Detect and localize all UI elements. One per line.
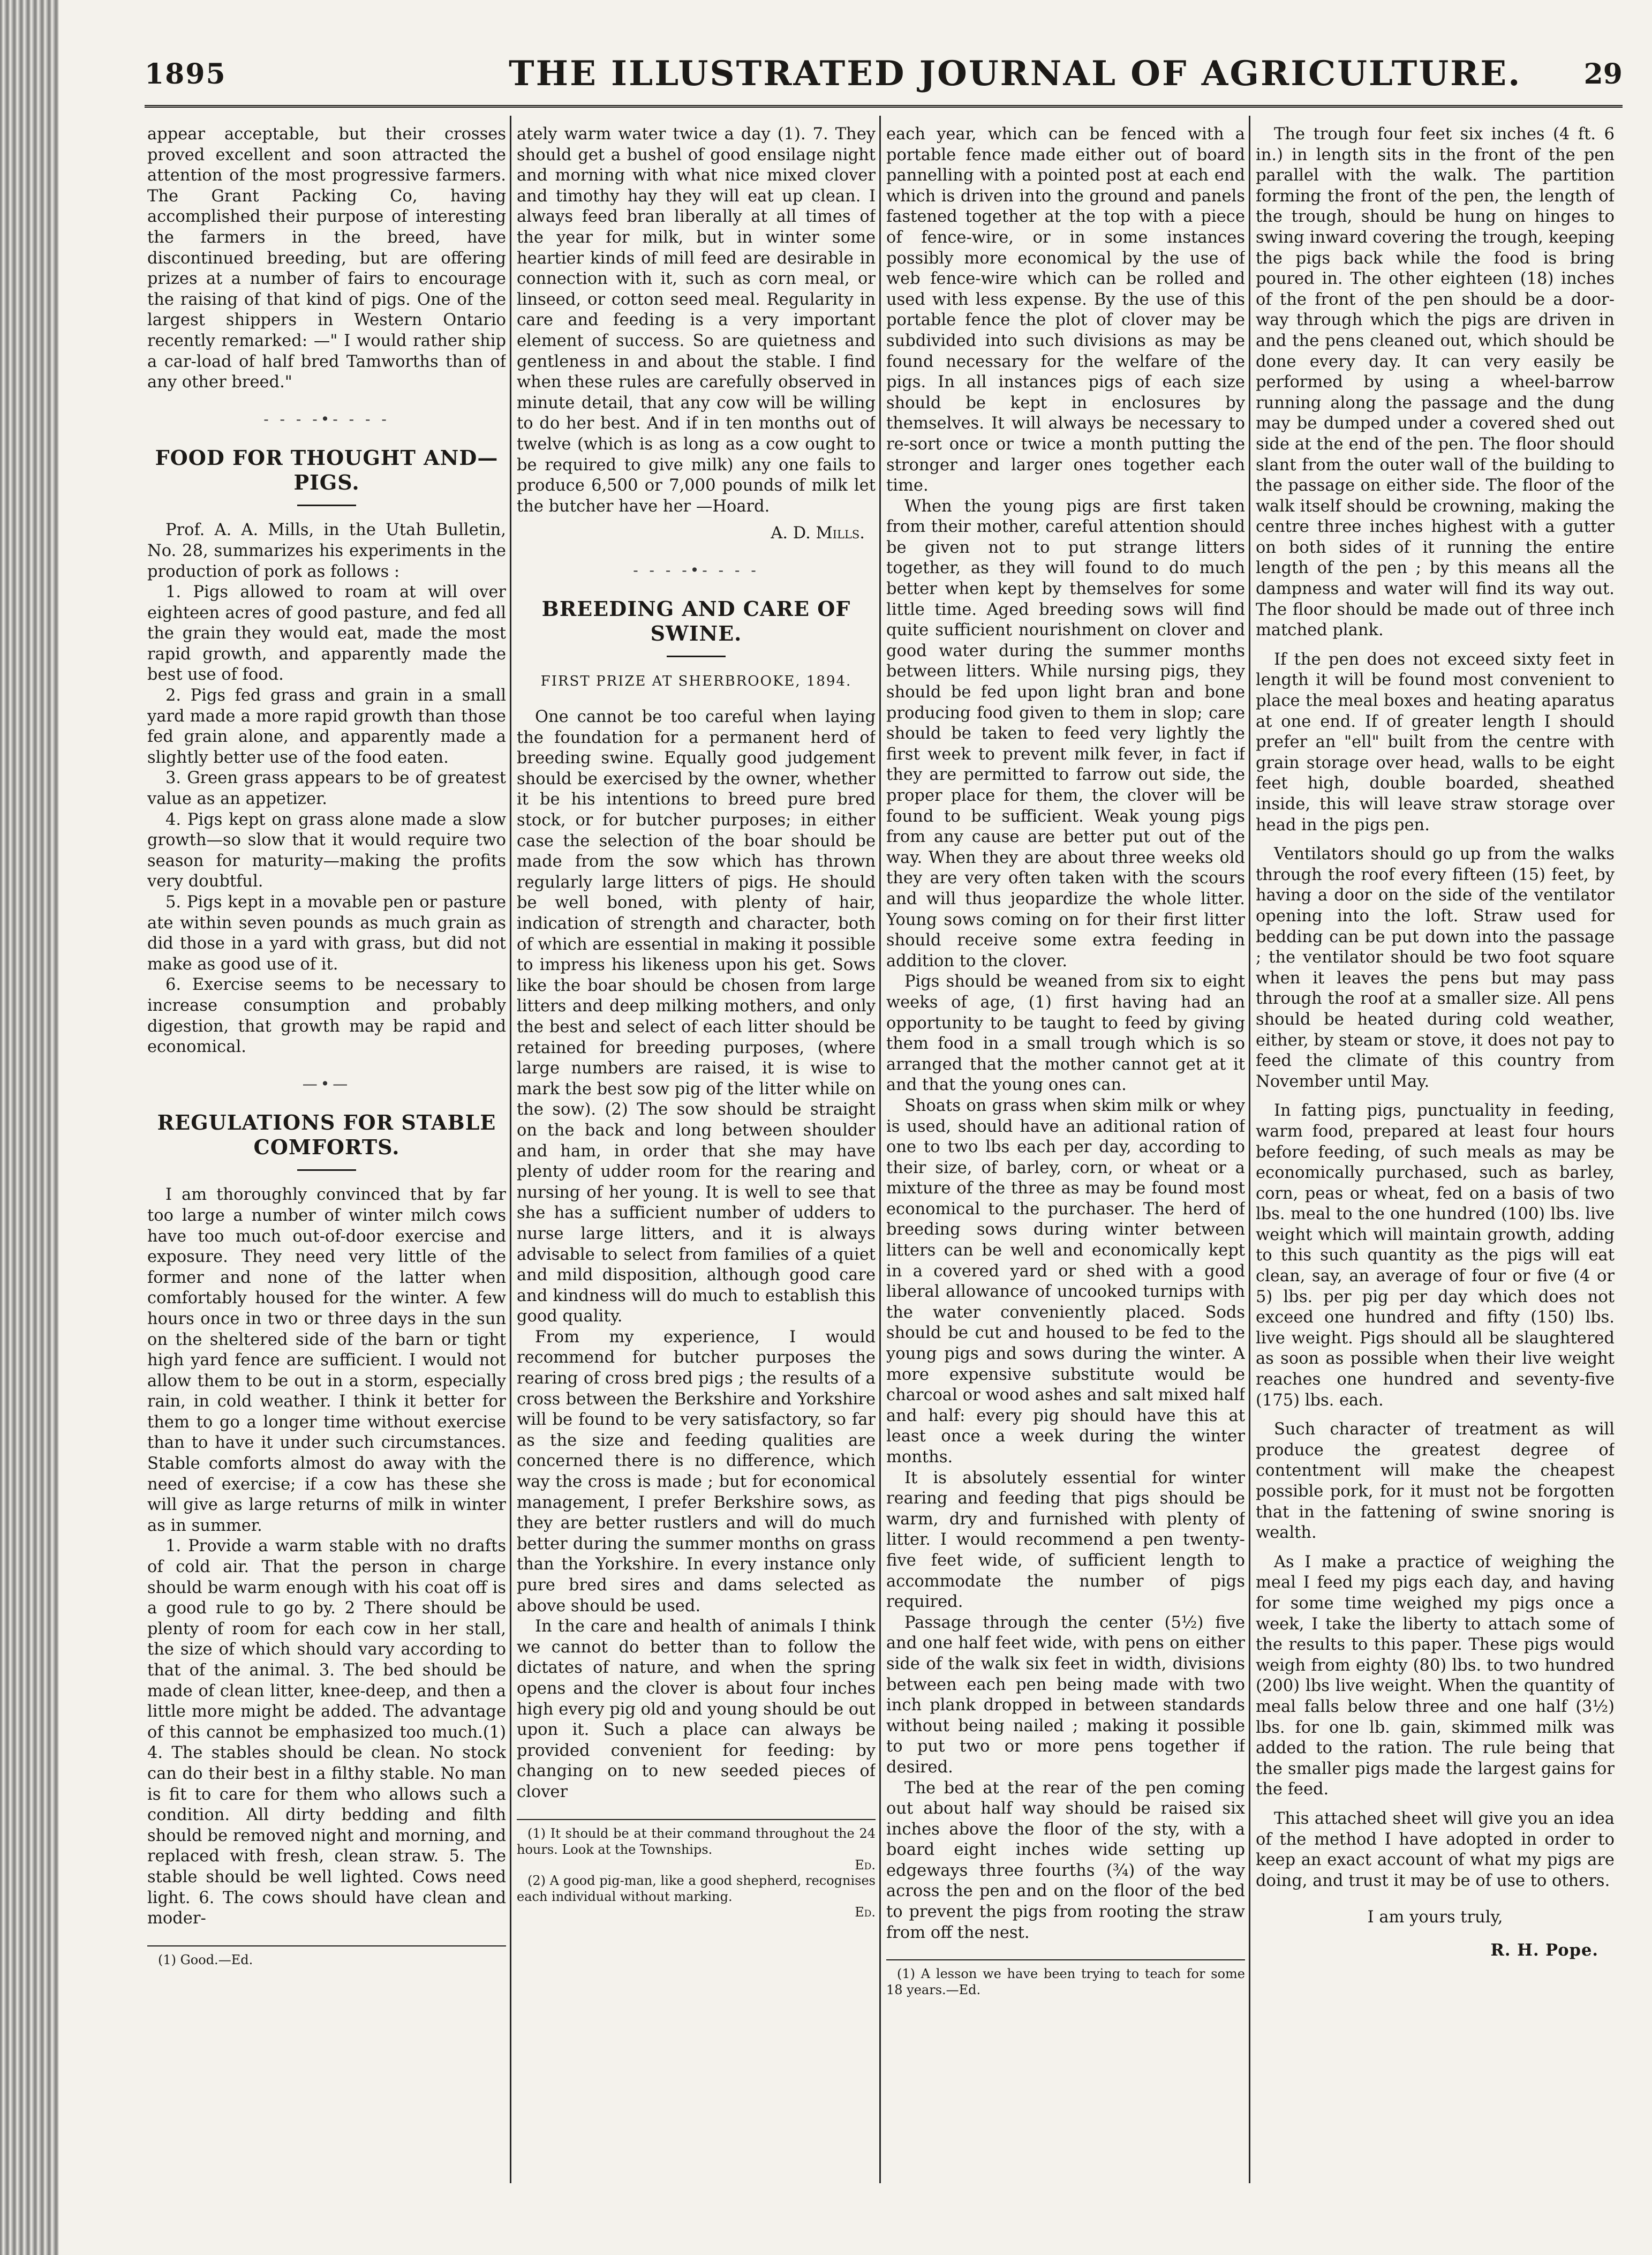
paragraph: Shoats on grass when skim milk or whey is used, should have an aditional ration of one to two lbs each per day, according to their size, of barley, corn, or wheat or a mixture of the three as may be found most economical to the purchaser. The herd of breeding sows during winter between litters can be well and economically kept in a covered yard or shed with a good liberal allowance of uncooked turnips with the water conveniently placed. Sods should be cut and housed to be fed to the young pigs and sows during the winter. A more expensive substitute would be charcoal or wood ashes and salt mixed half and half: every pig should have this at least once a week during the winter months. — [886, 1096, 1245, 1467]
footnote: (1) A lesson we have been trying to teach for some 18 years.—Ed. — [886, 1966, 1245, 1998]
footnotes — [147, 1945, 506, 1968]
footnotes — [886, 1959, 1245, 1998]
footnote-editor: Ed. — [855, 1857, 876, 1873]
footnote: (2) A good pig-man, like a good shepherd, recognises each individual without marking. — [517, 1873, 876, 1904]
paragraph: It is absolutely essential for winter rearing and feeding that pigs should be warm, dry and furnished with plenty of litter. I would recommend a pen twenty-five feet wide, of sufficient length to accommodate the number of pigs required. — [886, 1468, 1245, 1612]
list-item: 1. Pigs allowed to roam at will over eighteen acres of good pasture, and fed all the grain they would eat, made the most rapid growth, and apparently made the best use of food. — [147, 583, 506, 685]
column-divider — [1249, 116, 1250, 2183]
author-signature: A. D. Mills. — [771, 524, 865, 543]
paragraph: When the young pigs are first taken from their mother, careful attention should be given not to put strange litters together, as they will found to do much better when kept by themselves for some little time. Aged breeding sows will find quite sufficient nourishment on clover and good water during the summer months between litters. While nursing pigs, they should be fed upon light bran and bone producing food given to them in slop; care should be taken to feed very lightly the first week to prevent milk fever, in fact if they are permitted to farrow out side, the proper place for them, the clover will be found to be sufficient. Weak young pigs from any cause are better put out of the way. When they are about three weeks old they are very often taken with the scours and will thus jeopardize the whole litter. Young sows coming on for their first litter should receive some extra feeding in addition to the clover. — [886, 497, 1245, 971]
column-1 — [147, 124, 506, 2245]
column-divider — [879, 116, 881, 2183]
list-item: 4. Pigs kept on grass alone made a slow growth—so slow that it would require two season for maturity—making the profits very doubtful. — [147, 810, 506, 891]
ornamental-separator: - - - -•- - - - — [633, 561, 759, 579]
title-rule — [667, 656, 726, 657]
ornamental-separator: —•— — [302, 1074, 351, 1093]
title-rule — [297, 505, 356, 506]
article-subtitle: FIRST PRIZE AT SHERBROOKE, 1894. — [540, 673, 852, 690]
paragraph: In fatting pigs, punctuality in feeding, warm food, prepared at least four hours before feeding, of such meals as may be economically purchased, such as barley, corn, peas or wheat, fed on a basis of two lbs. meal to the one hundred (100) lbs. live weight which will maintain growth, adding to this such quantity as the pigs will eat clean, say, an average of four or five (4 or 5) lbs. per pig per day which does not exceed one hundred and fifty (150) lbs. live weight. Pigs should all be slaughtered as soon as possible when their live weight reaches one hundred and seventy-five (175) lbs. each. — [1256, 1101, 1615, 1410]
page-header — [145, 47, 1623, 111]
header-year: 1895 — [145, 58, 227, 91]
paragraph: One cannot be too careful when laying the foundation for a permanent herd of breeding swine. Equally good judgement should be exercised by the owner, whether it be his intentions to breed pure bred stock, or for butcher purposes; in either case the selection of the boar should be made from the sow which has thrown regularly large litters of pigs. He should be well boned, with plenty of hair, indication of strength and character, both of which are essential in making it possible to impress his likeness upon his get. Sows like the boar should be chosen from large litters and deep milking mothers, and only the best and select of each litter should be retained for breeding purposes, (where large numbers are raised, it is wise to mark the best sow pig of the litter while on the sow). (2) The sow should be straight on the back and long between shoulder and ham, in order that she may have plenty of udder room for the rearing and nursing of her young. It is well to see that she has a sufficient number of udders to nurse large litters, and it is always advisable to select from families of a quiet and mild disposition, although good care and kindness will do much to establish this good quality. — [517, 708, 876, 1326]
paragraph: Ventilators should go up from the walks through the roof every fifteen (15) feet, by having a door on the side of the ventilator opening into the loft. Straw used for bedding can be put down into the passage ; the ventilator should be two foot square when it leaves the pens but may pass through the roof at a smaller size. All pens should be heated during cold weather, either, by steam or stove, it does not pay to feed the climate of this country from November until May. — [1256, 845, 1615, 1091]
paragraph: Such character of treatment as will produce the greatest degree of contentment will make the cheapest possible pork, for it must not be forgotten that in the fattening of swine snoring is wealth. — [1256, 1420, 1615, 1543]
column-2 — [517, 124, 876, 2245]
article-title: BREEDING AND CARE OF SWINE. — [541, 597, 851, 646]
column-4 — [1256, 124, 1615, 2245]
paragraph: The trough four feet six inches (4 ft. 6 in.) in length sits in the front of the pen parallel with the walk. The partition forming the front of the pen, the length of the trough, should be hung on hinges to swing inward covering the trough, keeping the pigs back while the food is bring poured in. The other eighteen (18) inches of the front of the pen should be a door-way through which the pigs are driven in and the pens cleaned out, which should be done every day. It can very easily be performed by using a wheel-barrow running along the passage and the dung may be dumped under a covered shed out side at the end of the pen. The floor should slant from the outer wall of the building to the passage on either side. The floor of the walk itself should be crowning, making the centre three inches highest with a gutter on both sides of it running the entire length of the pen ; by this means all the dampness and water will find its way out. The floor should be made out of three inch matched plank. — [1256, 125, 1615, 640]
paragraph: If the pen does not exceed sixty feet in length it will be found most convenient to place the meal boxes and heating aparatus at one end. If of greater length I should prefer an "ell" built from the centre with grain storage over head, walls to be eight feet high, double boarded, sheathed inside, this will leave straw storage over head in the pigs pen. — [1256, 650, 1615, 835]
paragraph: each year, which can be fenced with a portable fence made either out of board pannelling with a pointed post at each end which is driven into the ground and panels fastened together at the top with a piece of fence-wire, or in some instances possibly more economical by the use of web fence-wire which can be rolled and used with less expense. By the use of this portable fence the plot of clover may be subdivided into such divisions as may be found necessary for the welfare of the pigs. In all instances pigs of each size should be kept in enclosures by themselves. It will always be necessary to re-sort once or twice a month putting the stronger and larger ones together each time. — [886, 125, 1245, 495]
footnote: (1) Good.—Ed. — [158, 1952, 253, 1967]
title-rule — [297, 1169, 356, 1171]
header-rule — [145, 105, 1623, 108]
list-item: 2. Pigs fed grass and grain in a small yard made a more rapid growth than those fed grain alone, and apparently made a slightly better use of the food eaten. — [147, 686, 506, 767]
list-item: 5. Pigs kept in a movable pen or pasture ate within seven pounds as much grain as did those in a yard with grass, but did not make as good use of it. — [147, 893, 506, 974]
paragraph: Prof. A. A. Mills, in the Utah Bulletin, No. 28, summarizes his experiments in the production of pork as follows : — [147, 521, 506, 581]
paragraph: 1. Provide a warm stable with no drafts of cold air. That the person in charge should be warm enough with his coat off is a good rule to go by. 2 There should be plenty of room for each cow in her stall, the size of which should vary according to that of the animal. 3. The bed should be made of clean litter, knee-deep, and then a little more might be added. The advantage of this cannot be emphasized too much.(1) 4. The stables should be clean. No stock can do their best in a filthy stable. No man is fit to care for them who allows such a condition. All dirty bedding and filth should be removed night and morning, and replaced with fresh, clean straw. 5. The stable should be well lighted. Cows need light. 6. The cows should have clean and moder- — [147, 1537, 506, 1928]
list-item: 3. Green grass appears to be of greatest value as an appetizer. — [147, 769, 506, 809]
paragraph: appear acceptable, but their crosses proved excellent and soon attracted the attention of the most progressive farmers. The Grant Packing Co, having accomplished their purpose of interesting the farmers in the breed, have discontinued breeding, but are offering prizes at a number of fairs to encourage the raising of that kind of pigs. One of the largest shippers in Western Ontario recently remarked: —" I would rather ship a car-load of half bred Tamworths than of any other breed." — [147, 125, 506, 392]
paragraph: ately warm water twice a day (1). 7. They should get a bushel of good ensilage night and morning with what nice mixed clover and timothy hay they will eat up clean. I always feed bran liberally at all times of the year for milk, but in winter some heartier kinds of mill feed are desirable in connection with it, such as corn meal, or linseed, or cotton seed meal. Regularity in care and feeding is a very important element of success. So are quietness and gentleness in and about the stable. I find when these rules are carefully observed in minute detail, that any cow will be willing to do her best. And if in ten months out of twelve (which is as long as a cow ought to be required to give milk) any one fails to produce 6,500 or 7,000 pounds of milk let the butcher have her —Hoard. — [517, 125, 876, 516]
ornamental-separator: - - - -•- - - - — [263, 410, 390, 428]
article-title: REGULATIONS FOR STABLE COMFORTS. — [157, 1110, 496, 1160]
journal-title: THE ILLUSTRATED JOURNAL OF AGRICULTURE. — [509, 54, 1522, 94]
paragraph: This attached sheet will give you an idea of the method I have adopted in order to keep an exact account of what my pigs are doing, and trust it may be of use to others. — [1256, 1809, 1615, 1890]
article-title: FOOD FOR THOUGHT AND—PIGS. — [155, 446, 499, 495]
footnote-editor: Ed. — [855, 1904, 876, 1920]
column-3 — [886, 124, 1245, 2245]
column-divider — [510, 116, 511, 2183]
list-item: 6. Exercise seems to be necessary to increase consumption and probably digestion, that growth may be rapid and economical. — [147, 975, 506, 1057]
footnote: (1) It should be at their command throughout the 24 hours. Look at the Townships. — [517, 1825, 876, 1857]
paragraph: Passage through the center (5½) five and one half feet wide, with pens on either side of the walk six feet in width, divisions between each pen being made with two inch plank dropped in between standards without being nailed ; making it possible to put two or more pens together if desired. — [886, 1613, 1245, 1777]
letter-signature: R. H. Pope. — [1490, 1940, 1598, 1960]
paragraph: The bed at the rear of the pen coming out about half way should be raised six inches above the floor of the sty, with a board eight inches wide setting up edgeways three fourths (¾) of the way across the pen and on the floor of the bed to prevent the pigs from rooting the straw from off the nest. — [886, 1778, 1245, 1942]
binding-edge — [0, 0, 59, 2255]
paragraph: As I make a practice of weighing the meal I feed my pigs each day, and having for some time weighed my pigs once a week, I take the liberty to attach some of the results to this paper. These pigs would weigh from eighty (80) lbs. to two hundred (200) lbs live weight. When the quantity of meal falls below three and one half (3½) lbs. for one lb. gain, skimmed milk was added to the ration. The rule being that the smaller pigs made the largest gains for the feed. — [1256, 1552, 1615, 1799]
page-number: 29 — [1583, 58, 1623, 91]
paragraph: From my experience, I would recommend for butcher purposes the rearing of cross bred pigs ; the results of a cross between the Berkshire and Yorkshire will be found to be very satisfactory, so far as the size and feeding qualities are concerned there is no difference, which way the cross is made ; but for economical management, I prefer Berkshire sows, as they are better rustlers and will do much better during the summer months on grass than the Yorkshire. In every instance only pure bred sires and dams selected as above should be used. — [517, 1327, 876, 1615]
footnotes — [517, 1819, 876, 1920]
paragraph: Pigs should be weaned from six to eight weeks of age, (1) first having had an opportunity to be taught to feed by giving them food in a small trough which is so arranged that the mother cannot get at it and that the young ones can. — [886, 972, 1245, 1095]
letter-closing: I am yours truly, — [1367, 1908, 1503, 1927]
paragraph: In the care and health of animals I think we cannot do better than to follow the dictates of nature, and when the spring opens and the clover is about four inches high every pig old and young should be out upon it. Such a place can always be provided convenient for feeding: by changing on to new seeded pieces of clover — [517, 1617, 876, 1801]
paragraph: I am thoroughly convinced that by far too large a number of winter milch cows have too much out-of-door exercise and exposure. They need very little of the former and none of the latter when comfortably housed for the winter. A few hours once in two or three days in the sun on the sheltered side of the barn or tight high yard fence are sufficient. I would not allow them to be out in a storm, especially rain, in cold weather. I think it better for them to go a longer time without exercise than to have it under such circumstances. Stable comforts almost do away with the need of exercise; if a cow has these she will give as large returns of milk in winter as in summer. — [147, 1185, 506, 1535]
